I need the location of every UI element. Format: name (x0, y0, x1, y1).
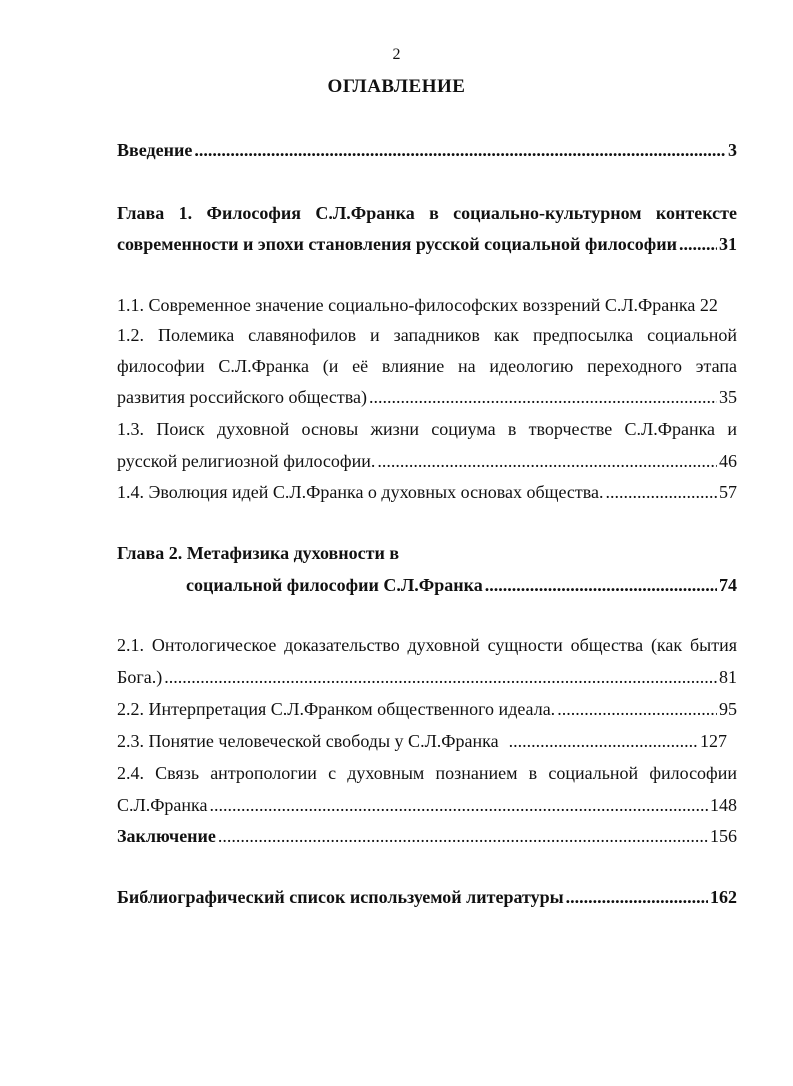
toc-entry-label: Введение (117, 140, 193, 160)
toc-entry-label: С.Л.Франка (117, 795, 208, 815)
toc-entry-label: 2.3. Понятие человеческой свободы у С.Л.Франка (117, 731, 499, 751)
toc-page-ref: 95 (719, 699, 737, 719)
toc-entry-label: Заключение (117, 826, 216, 846)
toc-page-ref: 127 (700, 731, 727, 751)
toc-page-ref: 81 (719, 667, 737, 687)
toc-entry-2-2[interactable] (117, 697, 737, 721)
toc-page-ref: 162 (710, 887, 737, 907)
dot-leader (194, 138, 726, 162)
dot-leader (369, 385, 717, 409)
toc-entry-1-2-line2[interactable]: философии С.Л.Франка (и её влияние на идеологию переходного этапа (117, 356, 737, 376)
dot-leader (679, 232, 717, 256)
page-title: ОГЛАВЛЕНИЕ (327, 76, 466, 97)
dot-leader (218, 824, 708, 848)
dot-leader (557, 697, 717, 721)
toc-entry-intro[interactable] (117, 138, 737, 162)
toc-page-ref: 35 (719, 387, 737, 407)
toc-entry-conclusion[interactable] (117, 824, 737, 848)
dot-leader (164, 665, 717, 689)
chapter1-heading-line1[interactable]: Глава 1. Философия С.Л.Франка в социально-культурном контексте (117, 203, 737, 223)
page-number: 2 (392, 46, 401, 63)
toc-entry-1-3-line2[interactable] (117, 449, 737, 473)
toc-entry-label: развития российского общества) (117, 387, 368, 407)
toc-entry-1-1[interactable]: 1.1. Современное значение социально-философских воззрений С.Л.Франка 22 (117, 295, 718, 315)
chapter2-heading-line2[interactable] (186, 573, 737, 597)
toc-page-ref: 31 (719, 234, 737, 254)
toc-entry-2-3[interactable] (117, 729, 727, 753)
dot-leader (566, 885, 708, 909)
toc-entry-1-3-line1[interactable]: 1.3. Поиск духовной основы жизни социума в творчестве С.Л.Франка и (117, 419, 737, 439)
toc-entry-1-2-line3[interactable] (117, 385, 737, 409)
dot-leader (210, 793, 708, 817)
toc-entry-label: современности и эпохи становления русской социальной философии (117, 234, 677, 254)
dot-leader (509, 729, 698, 753)
chapter2-heading-line1[interactable]: Глава 2. Метафизика духовности в (117, 543, 400, 563)
toc-page-ref: 3 (728, 140, 737, 160)
toc-entry-label: русской религиозной философии. (117, 451, 376, 471)
toc-entry-bibliography[interactable] (117, 885, 737, 909)
toc-page-ref: 46 (719, 451, 737, 471)
toc-page-ref: 156 (710, 826, 737, 846)
toc-entry-label: социальной философии С.Л.Франка (186, 575, 483, 595)
toc-entry-label: Бога.) (117, 667, 163, 687)
toc-entry-label: 1.4. Эволюция идей С.Л.Франка о духовных основах общества. (117, 482, 604, 502)
toc-page-ref: 57 (719, 482, 737, 502)
toc-entry-1-4[interactable] (117, 480, 737, 504)
toc-page-ref: 74 (719, 575, 737, 595)
toc-entry-2-4-line1[interactable]: 2.4. Связь антропологии с духовным познанием в социальной философии (117, 763, 737, 783)
dot-leader (377, 449, 717, 473)
toc-entry-2-1-line2[interactable] (117, 665, 737, 689)
toc-entry-label: Библиографический список используемой литературы (117, 887, 564, 907)
dot-leader (485, 573, 717, 597)
toc-entry-label: 2.2. Интерпретация С.Л.Франком общественного идеала. (117, 699, 556, 719)
toc-entry-2-4-line2[interactable] (117, 793, 737, 817)
toc-page-ref: 148 (710, 795, 737, 815)
toc-entry-2-1-line1[interactable]: 2.1. Онтологическое доказательство духовной сущности общества (как бытия (117, 635, 737, 655)
chapter1-heading-line2[interactable] (117, 232, 737, 256)
dot-leader (606, 480, 717, 504)
toc-entry-1-2-line1[interactable]: 1.2. Полемика славянофилов и западников как предпосылка социальной (117, 325, 737, 345)
